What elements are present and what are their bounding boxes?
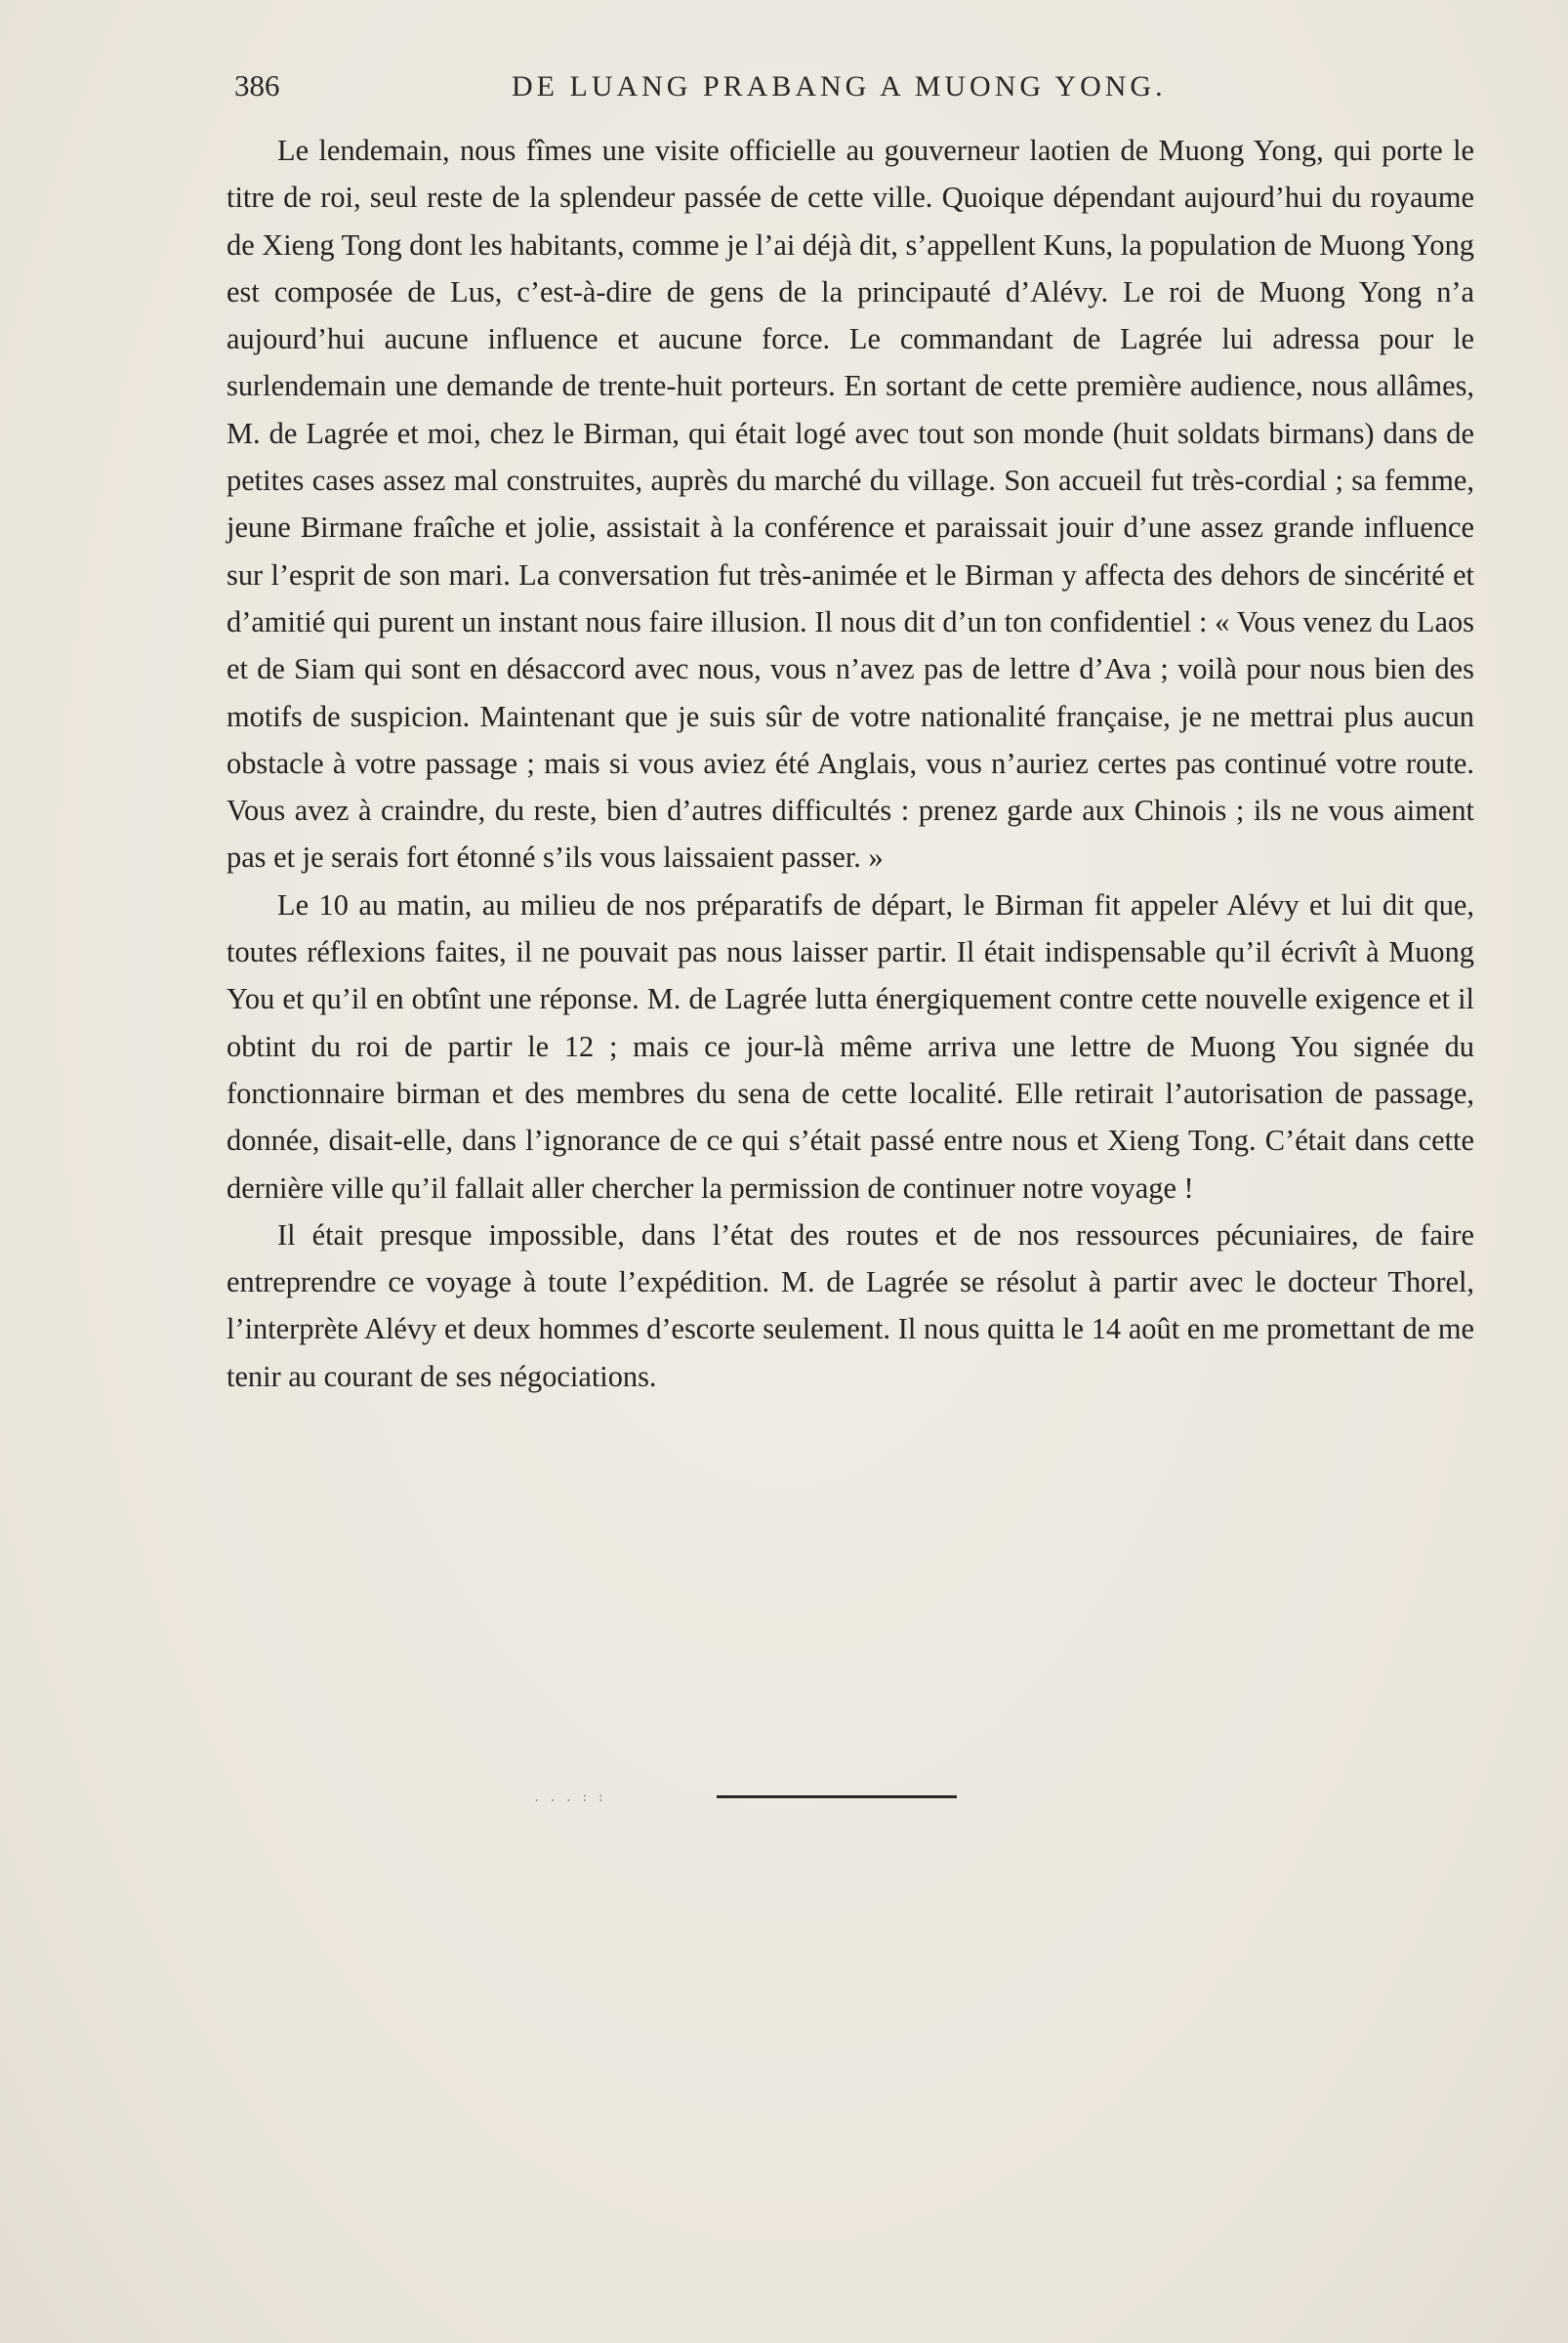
- paragraph-audience: Le lendemain, nous fîmes une visite officielle au gouverneur laotien de Muong Yong, qui porte le titre de roi, seul reste de la splendeur passée de cette ville. Quoique dépendant aujourd’hui du royaume de Xieng Tong dont les habitants, comme je l’ai déjà dit, s’appellent Kuns, la population de Muong Yong est composée de Lus, c’est-à-dire de gens de la principauté d’Alévy. Le roi de Muong Yong n’a aujourd’hui aucune influence et aucune force. Le commandant de Lagrée lui adressa pour le surlendemain une demande de trente-huit porteurs. En sortant de cette première audience, nous allâmes, M. de Lagrée et moi, chez le Birman, qui était logé avec tout son monde (huit soldats birmans) dans de petites cases assez mal construites, auprès du marché du village. Son accueil fut très-cordial ; sa femme, jeune Birmane fraîche et jolie, assistait à la conférence et paraissait jouir d’une assez grande influence sur l’esprit de son mari. La conversation fut très-animée et le Birman y affecta des dehors de sincérité et d’amitié qui purent un instant nous faire illusion. Il nous dit d’un ton confidentiel : « Vous venez du Laos et de Siam qui sont en désaccord avec nous, vous n’avez pas de lettre d’Ava ; voilà pour nous bien des motifs de suspicion. Maintenant que je suis sûr de votre nationalité française, je ne mettrai plus aucun obstacle à votre passage ; mais si vous aviez été Anglais, vous n’auriez certes pas continué votre route. Vous avez à craindre, du reste, bien d’autres difficultés : prenez garde aux Chinois ; ils ne vous aiment pas et je serais fort étonné s’ils vous laissaient passer. »: [227, 134, 1474, 875]
- page-header: [234, 62, 1474, 111]
- running-title: DE LUANG PRABANG A MUONG YONG.: [512, 70, 1167, 103]
- print-specks: . . . : :: [533, 1790, 606, 1804]
- paragraph-departure: Le 10 au matin, au milieu de nos préparatifs de départ, le Birman fit appeler Alévy et lui dit que, toutes réflexions faites, il ne pouvait pas nous laisser partir. Il était indispensable qu’il écrivît à Muong You et qu’il en obtînt une réponse. M. de Lagrée lutta énergiquement contre cette nouvelle exigence et il obtint du roi de partir le 12 ; mais ce jour-là même arriva une lettre de Muong You signée du fonctionnaire birman et des membres du sena de cette localité. Elle retirait l’autorisation de passage, donnée, disait-elle, dans l’ignorance de ce qui s’était passé entre nous et Xieng Tong. C’était dans cette dernière ville qu’il fallait aller chercher la permission de continuer notre voyage !: [227, 887, 1474, 1205]
- body-text: [227, 127, 1474, 1400]
- page-number: 386: [234, 68, 280, 103]
- paragraph-lagree-leaves: Il était presque impossible, dans l’état des routes et de nos ressources pécuniaires, de faire entreprendre ce voyage à toute l’expédition. M. de Lagrée se résolut à partir avec le docteur Thorel, l’interprète Alévy et deux hommes d’escorte seulement. Il nous quitta le 14 août en me promettant de me tenir au courant de ses négociations.: [227, 1217, 1474, 1393]
- end-rule: [717, 1795, 957, 1798]
